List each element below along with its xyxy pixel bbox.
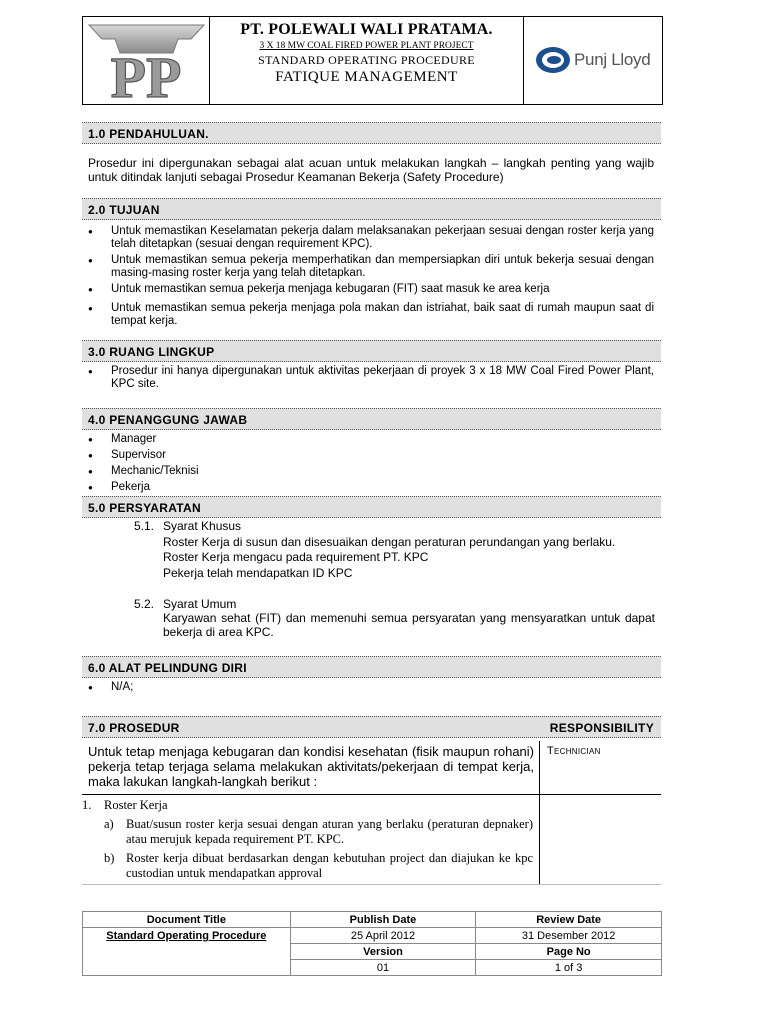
footer-review-value: 31 Desember 2012 (476, 928, 662, 944)
list-item: ● Prosedur ini hanya dipergunakan untuk aktivitas pekerjaan di proyek 3 x 18 MW Coal Fired Power Plant, KPC site. (88, 365, 654, 391)
section-4-list (88, 433, 654, 497)
footer-publish-label: Publish Date (290, 912, 476, 928)
subsection-5-1-line: Roster Kerja mengacu pada requirement PT. KPC (163, 550, 429, 564)
document-footer-table (82, 911, 662, 976)
step-number: 1. (82, 798, 92, 812)
step-a-label: a) (104, 817, 114, 831)
header-title-cell (210, 17, 524, 104)
list-item: ● N/A; (88, 681, 654, 694)
section-2-list (88, 225, 654, 331)
column-divider (539, 741, 540, 885)
company-name: PT. POLEWALI WALI PRATAMA. (240, 21, 493, 38)
document-type: STANDARD OPERATING PROCEDURE (258, 53, 475, 67)
punj-lloyd-logo (536, 47, 650, 73)
footer-doc-title-value: Standard Operating Procedure (83, 928, 291, 976)
responsibility-technician: Technician (547, 745, 601, 757)
section-3-list (88, 365, 654, 394)
section-1-heading: 1.0 PENDAHULUAN. (82, 122, 661, 144)
subsection-5-1-line: Pekerja telah mendapatkan ID KPC (163, 566, 353, 580)
document-title: FATIQUE MANAGEMENT (275, 69, 458, 85)
step-b-label: b) (104, 851, 115, 865)
section-1-text: Prosedur ini dipergunakan sebagai alat acuan untuk melakukan langkah – langkah penting yang wajib untuk ditindak lanjuti sebagai Prosedur Keamanan Bekerja (Safety Procedure) (88, 156, 654, 184)
footer-doc-title-label: Document Title (83, 912, 291, 928)
row-divider (82, 794, 661, 795)
pp-logo (83, 17, 210, 104)
list-item: ● Untuk memastikan semua pekerja menjaga pola makan dan istriahat, baik saat di rumah maupun saat di tempat kerja. (88, 302, 654, 328)
project-name: 3 X 18 MW COAL FIRED POWER PLANT PROJECT (259, 41, 474, 51)
table-bottom-rule (82, 884, 661, 885)
list-item: ● Supervisor (88, 449, 654, 462)
footer-publish-value: 25 April 2012 (290, 928, 476, 944)
section-7-heading (82, 716, 661, 738)
footer-page-value: 1 of 3 (476, 960, 662, 976)
footer-version-label: Version (290, 944, 476, 960)
footer-version-value: 01 (290, 960, 476, 976)
section-6-heading: 6.0 ALAT PELINDUNG DIRI (82, 656, 661, 678)
step-title: Roster Kerja (104, 798, 168, 812)
subsection-5-1-title: Syarat Khusus (163, 519, 242, 533)
punj-lloyd-logo-cell (524, 17, 662, 104)
section-4-heading: 4.0 PENANGGUNG JAWAB (82, 408, 661, 430)
list-item: ● Mechanic/Teknisi (88, 465, 654, 478)
list-item: ● Untuk memastikan semua pekerja memperhatikan dan mempersiapkan diri untuk bekerja sesuai dengan masing-masing roster kerja yang telah ditetapkan. (88, 254, 654, 280)
list-item: ● Pekerja (88, 481, 654, 494)
list-item: ● Untuk memastikan Keselamatan pekerja dalam melaksanakan pekerjaan sesuai dengan roster kerja yang telah ditetapkan (sesuai dengan requirement KPC). (88, 225, 654, 251)
footer-review-label: Review Date (476, 912, 662, 928)
section-2-heading: 2.0 TUJUAN (82, 198, 661, 220)
responsibility-header: RESPONSIBILITY (549, 721, 654, 735)
punj-lloyd-mark-icon (536, 47, 570, 73)
footer-page-label: Page No (476, 944, 662, 960)
section-6-list (88, 681, 654, 697)
logo-letters: PP (110, 45, 182, 104)
list-item: ● Manager (88, 433, 654, 446)
subsection-5-1-line: Roster Kerja di susun dan disesuaikan dengan peraturan perundangan yang berlaku. (163, 535, 616, 549)
subsection-5-1-number: 5.1. (134, 519, 155, 533)
list-item: ● Untuk memastikan semua pekerja menjaga kebugaran (FIT) saat masuk ke area kerja (88, 283, 654, 296)
document-header (82, 16, 663, 105)
subsection-5-2-number: 5.2. (134, 597, 155, 611)
punj-lloyd-text: Punj Lloyd (574, 50, 651, 69)
subsection-5-2-title: Syarat Umum (163, 597, 237, 611)
procedure-table (82, 741, 661, 885)
company-logo-cell (83, 17, 210, 104)
procedure-intro: Untuk tetap menjaga kebugaran dan kondisi kesehatan (fisik maupun rohani) pekerja tetap terjaga selama melakukan aktivitats/pekerjaan di tempat kerja, maka lakukan langkah-langkah berikut : (88, 744, 534, 789)
step-a-text: Buat/susun roster kerja sesuai dengan aturan yang berlaku (peraturan depnaker) atau merujuk kepada requirement PT. KPC. (126, 817, 533, 846)
section-3-heading: 3.0 RUANG LINGKUP (82, 340, 661, 362)
subsection-5-2-text: Karyawan sehat (FIT) dan memenuhi semua persyaratan yang mensyaratkan untuk dapat bekerja di area KPC. (163, 611, 655, 639)
section-7-title: 7.0 PROSEDUR (88, 721, 180, 735)
section-5-heading: 5.0 PERSYARATAN (82, 496, 661, 518)
step-b-text: Roster kerja dibuat berdasarkan dengan kebutuhan project dan diajukan ke kpc custodian untuk mendapatkan approval (126, 851, 533, 880)
